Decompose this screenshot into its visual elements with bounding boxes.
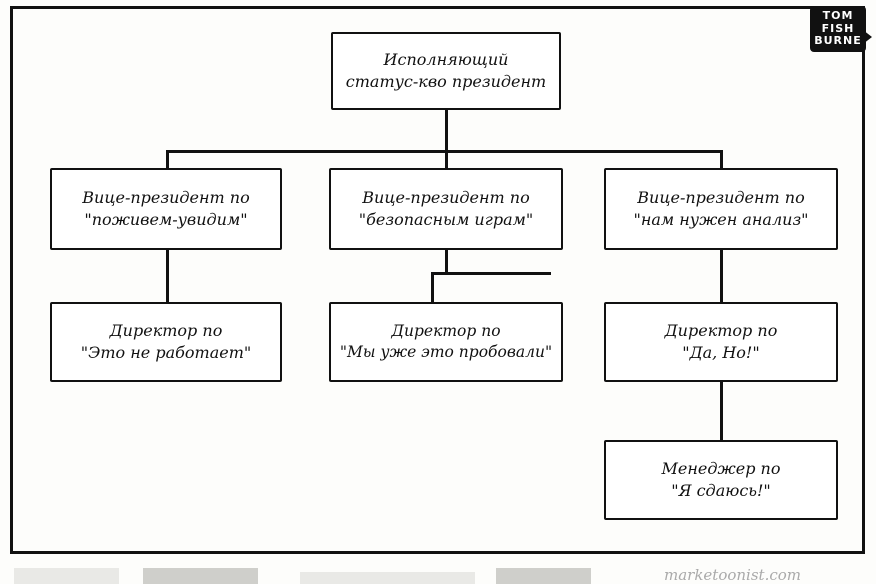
node-mgr-line1: Менеджер по [661,459,781,479]
tom-fishburne-logo[interactable] [810,6,866,52]
node-dir1-line2: "Это не работает" [80,343,252,362]
node-ceo-line2: статус-кво президент [345,72,547,91]
frame-border-bottom [10,551,864,554]
connector-vp3-dir3 [720,250,723,302]
frame-border-top [10,6,864,9]
frame-border-right [862,6,865,554]
node-vp-wait-and-see[interactable] [50,168,282,250]
node-director-already-tried[interactable] [329,302,563,382]
node-manager-i-give-up[interactable] [604,440,838,520]
node-director-yes-but[interactable] [604,302,838,382]
footer-site-text: marketoonist.com [664,566,801,584]
node-vp-safe-bets[interactable] [329,168,563,250]
node-vp2-line1: Вице-президент по [362,188,530,208]
logo-line2: FISH [821,21,855,35]
node-vp2-line2: "безопасным играм" [358,210,534,229]
node-dir1-line1: Директор по [109,321,223,341]
node-vp-need-analysis[interactable] [604,168,838,250]
connector-bus-level1 [166,150,721,153]
node-dir3-line2: "Да, Но!" [682,343,760,362]
node-vp3-line2: "нам нужен анализ" [633,210,809,229]
node-dir3-line1: Директор по [664,321,778,341]
node-ceo[interactable] [331,32,561,110]
footer-strip-1 [14,568,119,584]
connector-vp2-dir2 [431,272,434,302]
connector-dir3-manager [720,382,723,440]
connector-drop-vp3 [720,150,723,168]
node-vp3-line1: Вице-президент по [637,188,805,208]
connector-root-down [445,110,448,152]
connector-vp2-down [445,250,448,274]
logo-tail-icon [863,30,872,44]
node-dir2-line1: Директор по [391,322,501,341]
footer-strip-4 [496,568,591,584]
node-dir2-line2: "Мы уже это пробовали" [339,343,553,361]
node-vp1-line1: Вице-президент по [82,188,250,208]
logo-line1: TOM [822,9,854,23]
connector-drop-vp2 [445,150,448,168]
connector-drop-vp1 [166,150,169,168]
connector-vp1-dir1 [166,250,169,302]
node-ceo-line1: Исполняющий [383,50,509,70]
node-director-doesnt-work[interactable] [50,302,282,382]
footer-strip-2 [143,568,258,584]
connector-vp2-jog [431,272,551,275]
node-mgr-line2: "Я сдаюсь!" [671,481,771,500]
footer-strip-3 [300,572,475,584]
frame-border-left [10,6,13,554]
node-vp1-line2: "поживем-увидим" [84,210,248,229]
logo-line3: BURNE [814,34,862,48]
